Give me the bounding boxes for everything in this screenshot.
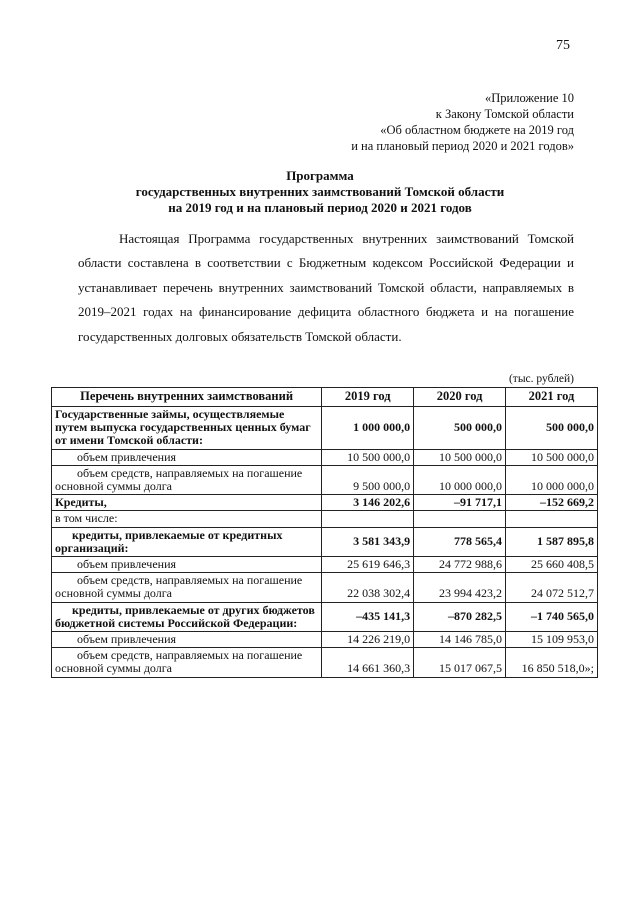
value-2020: 23 994 423,2 — [414, 573, 506, 602]
value-2020: 778 565,4 — [414, 527, 506, 556]
row-label: объем привлечения — [52, 557, 322, 573]
value-2020: –870 282,5 — [414, 602, 506, 631]
value-2021: 24 072 512,7 — [506, 573, 598, 602]
value-2019: 3 146 202,6 — [322, 495, 414, 511]
row-label: Кредиты, — [52, 495, 322, 511]
appendix-line: и на плановый период 2020 и 2021 годов» — [351, 139, 574, 153]
value-2021: 10 000 000,0 — [506, 465, 598, 494]
table-row — [52, 511, 598, 527]
value-2019: 22 038 302,4 — [322, 573, 414, 602]
value-2021 — [506, 511, 598, 527]
value-2021: 15 109 953,0 — [506, 632, 598, 648]
value-2021: –152 669,2 — [506, 495, 598, 511]
value-2021: 500 000,0 — [506, 407, 598, 450]
value-2019: 9 500 000,0 — [322, 465, 414, 494]
table-row — [52, 632, 598, 648]
table-row — [52, 407, 598, 450]
value-2021: –1 740 565,0 — [506, 602, 598, 631]
row-label: объем средств, направляемых на погашение основной суммы долга — [52, 573, 322, 602]
intro-text: Настоящая Программа государственных внутренних заимствований Томской области составлена в соответствии с Бюджетным кодексом Российской Федерации и устанавливает перечень внутренних заимствований Томской области, направляемых в 2019–2021 годах на финансирование дефицита областного бюджета и на погашение государственных долговых обязательств Томской области. — [78, 231, 574, 344]
table-row — [52, 557, 598, 573]
table-row — [52, 527, 598, 556]
units-note: (тыс. рублей) — [508, 373, 574, 385]
appendix-header — [351, 90, 574, 154]
document-title — [0, 168, 640, 216]
header-cell: 2020 год — [414, 388, 506, 407]
value-2020: 10 500 000,0 — [414, 449, 506, 465]
value-2019 — [322, 511, 414, 527]
table-row — [52, 495, 598, 511]
title-line: государственных внутренних заимствований Томской области — [135, 184, 505, 199]
row-label: кредиты, привлекаемые от кредитных организаций: — [52, 527, 322, 556]
value-2020: –91 717,1 — [414, 495, 506, 511]
table-row — [52, 465, 598, 494]
value-2019: 1 000 000,0 — [322, 407, 414, 450]
table-row — [52, 573, 598, 602]
table-row — [52, 449, 598, 465]
row-label: в том числе: — [52, 511, 322, 527]
value-2021: 1 587 895,8 — [506, 527, 598, 556]
borrowings-table — [51, 387, 598, 678]
value-2019: 25 619 646,3 — [322, 557, 414, 573]
value-2019: 14 661 360,3 — [322, 648, 414, 677]
table-header-row — [52, 388, 598, 407]
header-cell: 2021 год — [506, 388, 598, 407]
value-2020: 15 017 067,5 — [414, 648, 506, 677]
value-2020: 14 146 785,0 — [414, 632, 506, 648]
table-row — [52, 602, 598, 631]
row-label: объем привлечения — [52, 449, 322, 465]
title-line: Программа — [286, 168, 354, 183]
value-2019: 3 581 343,9 — [322, 527, 414, 556]
value-2020 — [414, 511, 506, 527]
value-2019: 14 226 219,0 — [322, 632, 414, 648]
value-2020: 24 772 988,6 — [414, 557, 506, 573]
row-label: Государственные займы, осуществляемые путем выпуска государственных ценных бумаг от имени Томской области: — [52, 407, 322, 450]
appendix-line: «Об областном бюджете на 2019 год — [380, 123, 574, 137]
value-2020: 500 000,0 — [414, 407, 506, 450]
appendix-line: «Приложение 10 — [485, 91, 574, 105]
row-label: кредиты, привлекаемые от других бюджетов бюджетной системы Российской Федерации: — [52, 602, 322, 631]
table-row — [52, 648, 598, 677]
page-number: 75 — [556, 38, 570, 53]
value-2020: 10 000 000,0 — [414, 465, 506, 494]
appendix-line: к Закону Томской области — [435, 107, 574, 121]
row-label: объем средств, направляемых на погашение основной суммы долга — [52, 648, 322, 677]
intro-paragraph — [78, 227, 574, 349]
header-cell: 2019 год — [322, 388, 414, 407]
header-cell: Перечень внутренних заимствований — [52, 388, 322, 407]
value-2021: 16 850 518,0»; — [506, 648, 598, 677]
row-label: объем привлечения — [52, 632, 322, 648]
value-2019: –435 141,3 — [322, 602, 414, 631]
value-2019: 10 500 000,0 — [322, 449, 414, 465]
value-2021: 25 660 408,5 — [506, 557, 598, 573]
value-2021: 10 500 000,0 — [506, 449, 598, 465]
row-label: объем средств, направляемых на погашение основной суммы долга — [52, 465, 322, 494]
title-line: на 2019 год и на плановый период 2020 и 2021 годов — [168, 200, 472, 215]
